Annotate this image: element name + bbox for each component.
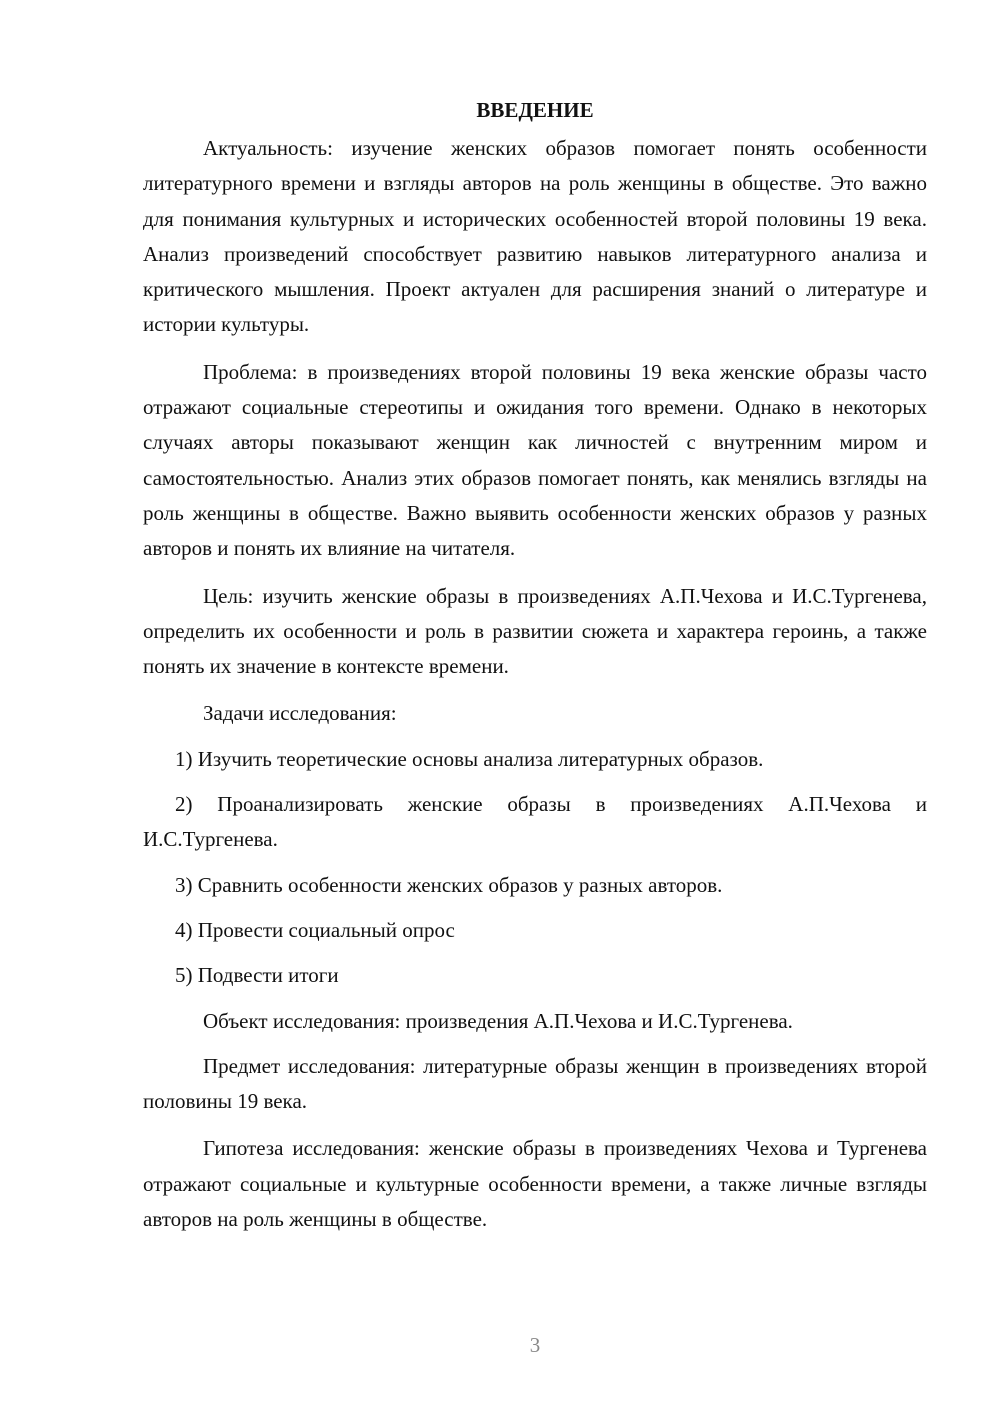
task-item-3: 3) Сравнить особенности женских образов у разных авторов. — [175, 872, 723, 897]
problem-paragraph: Проблема: в произведениях второй половины 19 века женские образы часто отражают социальные стереотипы и ожидания того времени. Однако в некоторых случаях авторы показывают женщин как личностей с внутренним миром и самостоятельностью. Анализ этих образов помогает понять, как менялись взгляды на роль женщины в обществе. Важно выявить особенности женских образов у разных авторов и понять их влияние на читателя. — [143, 359, 927, 561]
goal-paragraph: Цель: изучить женские образы в произведениях А.П.Чехова и И.С.Тургенева, определить их особенности и роль в развитии сюжета и характера героинь, а также понять их значение в контексте времени. — [143, 583, 927, 679]
hypothesis-paragraph: Гипотеза исследования: женские образы в произведениях Чехова и Тургенева отражают социальные и культурные особенности времени, а также личные взгляды авторов на роль женщины в обществе. — [143, 1136, 927, 1232]
document-page — [143, 95, 927, 1249]
object-paragraph: Объект исследования: произведения А.П.Чехова и И.С.Тургенева. — [203, 1008, 793, 1033]
task-item-1: 1) Изучить теоретические основы анализа литературных образов. — [175, 746, 764, 771]
section-title: ВВЕДЕНИЕ — [476, 98, 594, 122]
task-item-2: 2) Проанализировать женские образы в произведениях А.П.Чехова и И.С.Тургенева. — [143, 792, 927, 852]
task-item-4: 4) Провести социальный опрос — [175, 917, 455, 942]
task-item-5: 5) Подвести итоги — [175, 963, 339, 988]
page-number: 3 — [529, 1333, 541, 1357]
relevance-paragraph: Актуальность: изучение женских образов помогает понять особенности литературного времени и взгляды авторов на роль женщины в обществе. Это важно для понимания культурных и исторических особенностей второй половины 19 века. Анализ произведений способствует развитию навыков литературного анализа и критического мышления. Проект актуален для расширения знаний о литературе и истории культуры. — [143, 136, 927, 337]
tasks-heading: Задачи исследования: — [203, 701, 397, 726]
subject-paragraph: Предмет исследования: литературные образы женщин в произведениях второй половины 19 века. — [143, 1053, 927, 1114]
